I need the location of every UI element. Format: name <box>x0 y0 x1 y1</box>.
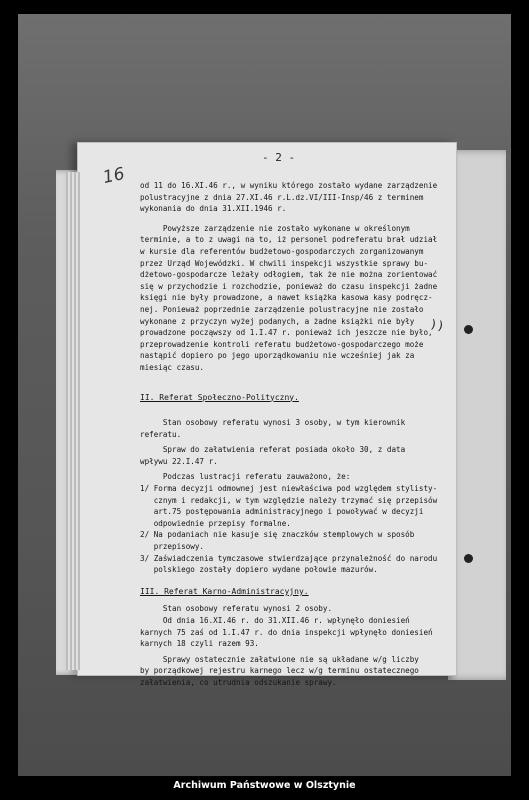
page-number: - 2 - <box>262 151 296 164</box>
text-line: przepisowy. <box>140 542 205 552</box>
text-line: Stan osobowy referatu wynosi 3 osoby, w tym kierownik <box>140 418 406 428</box>
text-line: się w przychodzie i rozchodzie, ponieważ do czasu inspekcji żadne <box>140 281 438 291</box>
archive-footer-label: Archiwum Państwowe w Olsztynie <box>173 780 356 791</box>
text-line: wpływu 22.I.47 r. <box>140 456 218 466</box>
handwritten-mark: )) <box>428 316 446 334</box>
text-line: terminie, a to z uwagi na to, iż personel podreferatu brał udział <box>140 235 438 245</box>
list-item: 1/ Forma decyzji odmownej jest niewłaściwa pod względem stylisty- <box>140 484 438 494</box>
text-line: cznym i redakcji, w tym względzie należy trzymać się przepisów <box>140 495 438 505</box>
text-line: załatwienia, co utrudnia odszukanie sprawy. <box>140 677 337 687</box>
list-item: 2/ Na podaniach nie kasuje się znaczków stemplowych w sposób <box>140 530 415 540</box>
section-heading: II. Referat Społeczno-Polityczny. <box>140 392 299 402</box>
punch-hole-upper <box>464 325 473 334</box>
text-line: przeprowadzenie kontroli referatu budżetowo-gospodarczego może <box>140 339 424 349</box>
text-line: art.75 postępowania administracyjnego i powoływać w decyzji <box>140 507 424 517</box>
text-line: Powyższe zarządzenie nie zostało wykonane w określonym <box>140 223 410 233</box>
text-line: miesiąc czasu. <box>140 362 205 372</box>
text-line: Podczas lustracji referatu zauważono, że: <box>140 472 351 482</box>
text-line: wykonane z przyczyn wyżej podanych, a żadne książki nie były <box>140 316 415 326</box>
text-line: Spraw do załatwienia referat posiada około 30, z data <box>140 445 406 455</box>
document-body <box>140 180 460 689</box>
text-line: księgi nie były prowadzone, a nawet książka kasowa kasy podręcz- <box>140 293 433 303</box>
folio-number: 16 <box>101 163 127 189</box>
text-line: odpowiednie przepisy formalne. <box>140 518 291 528</box>
text-line: Stan osobowy referatu wynosi 2 osoby. <box>140 604 333 614</box>
text-line: karnych 75 zaś od 1.I.47 r. do dnia inspekcji wpłynęło doniesień <box>140 627 433 637</box>
text-line: Od dnia 16.XI.46 r. do 31.XII.46 r. wpłynęło doniesień <box>140 616 410 625</box>
text-line: od 11 do 16.XI.46 r., w wyniku którego zostało wydane zarządzenie <box>140 181 438 190</box>
text-line: wykonania do dnia 31.XII.1946 r. <box>140 204 287 214</box>
text-line: w kursie dla referentów budżetowo-gospodarczych zorganizowanym <box>140 246 424 256</box>
text-line: Sprawy ostatecznie załatwione nie są układane w/g liczby <box>140 654 419 664</box>
text-line: by porządkowej rejestru karnego lecz w/g terminu ostatecznego <box>140 666 419 676</box>
text-line: polskiego zostały dopiero wydane połowie mazurów. <box>140 565 378 575</box>
text-line: polustracyjne z dnia 27.XI.46 r.L.dz.VI/III-Insp/46 z terminem <box>140 192 424 202</box>
text-line: karnych 18 czyli razem 93. <box>140 639 259 649</box>
section-heading: III. Referat Karno-Administracyjny. <box>140 586 309 596</box>
stacked-page-edges <box>66 172 80 670</box>
text-line: przez Urząd Wojewódzki. W chwili inspekcji wszystkie sprawy bu- <box>140 258 429 268</box>
text-line: dżetowo-gospodarcze leżały odłogiem, tak że nie można zorientować <box>140 270 438 280</box>
text-line: referatu. <box>140 429 182 439</box>
text-line: nej. Ponieważ poprzednie zarządzenie polustracyjne nie zostało <box>140 304 424 314</box>
text-line: prowadzone począwszy od 1.I.47 r. ponieważ ich jeszcze nie było, <box>140 328 433 338</box>
text-line: nastąpić dopiero po jego uporządkowaniu nie wcześniej jak za <box>140 351 415 361</box>
list-item: 3/ Zaświadczenia tymczasowe stwierdzające przynależność do narodu <box>140 553 438 563</box>
punch-hole-lower <box>464 554 473 563</box>
